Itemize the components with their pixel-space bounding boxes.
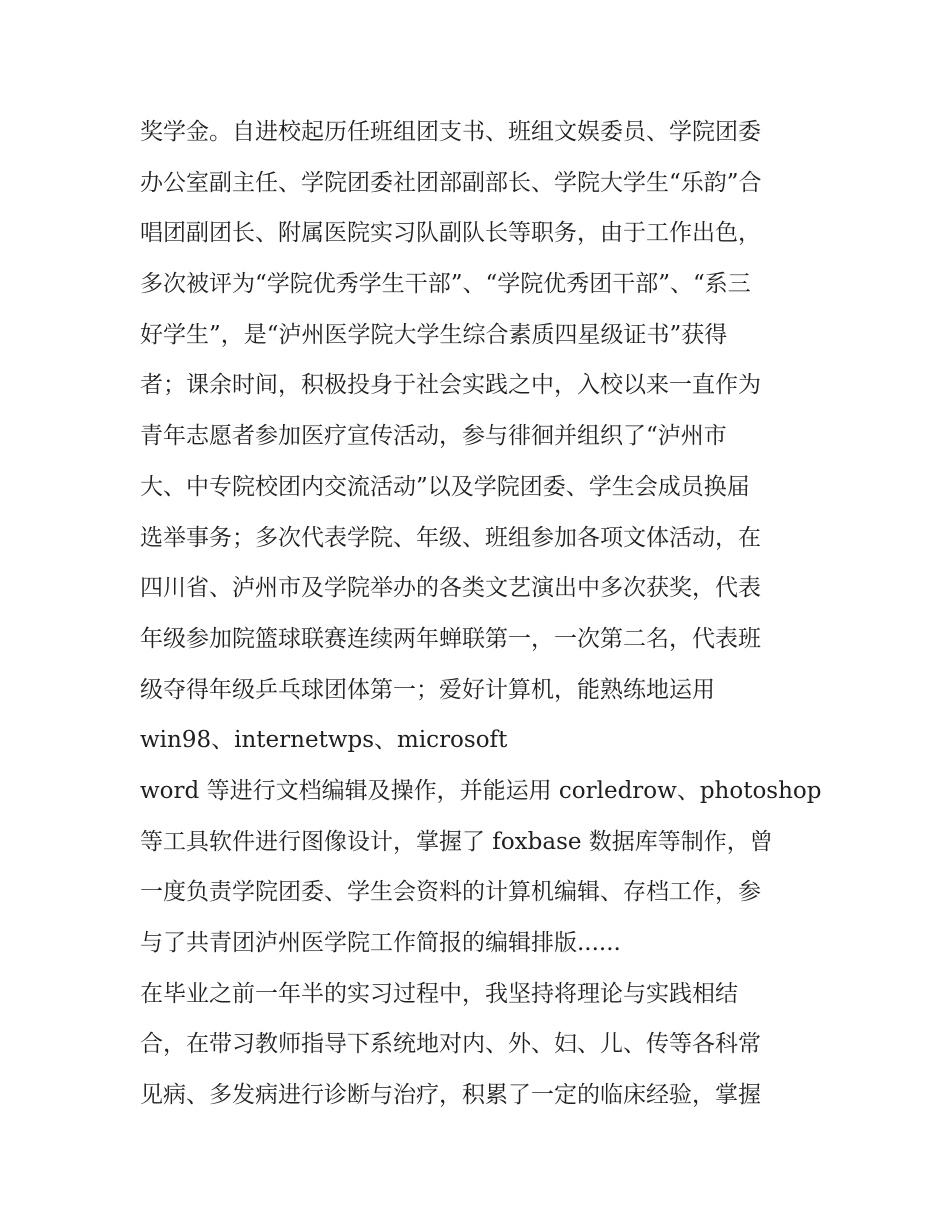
text-line-2: 办公室副主任、学院团委社团部副部长、学院大学生“乐韵”合 [140,169,762,196]
text-line-11: 年级参加院篮球联赛连续两年蝉联第一，一次第二名，代表班 [140,625,761,652]
text-line-6: 者；课余时间，积极投身于社会实践之中，入校以来一直作为 [140,372,761,399]
text-line-19: 合，在带习教师指导下系统地对内、外、妇、儿、传等各科常 [140,1031,761,1058]
text-line-14: word 等进行文档编辑及操作，并能运用 corledrow、photoshop [140,777,822,804]
text-line-20: 见病、多发病进行诊断与治疗，积累了一定的临床经验，掌握 [140,1082,761,1109]
document-body [140,107,830,1121]
text-line-12: 级夺得年级乒乓球团体第一；爱好计算机，能熟练地运用 [140,676,715,703]
text-line-1: 奖学金。自进校起历任班组团支书、班组文娱委员、学院团委 [140,119,761,145]
text-line-3: 唱团副团长、附属医院实习队副队长等职务，由于工作出色， [140,220,761,247]
text-line-7: 青年志愿者参加医疗宣传活动，参与徘徊并组织了“泸州市 [140,423,727,450]
text-line-8: 大、中专院校团内交流活动”以及学院团委、学生会成员换届 [140,473,750,500]
text-line-4: 多次被评为“学院优秀学生干部”、“学院优秀团干部”、“系三 [140,271,751,298]
text-line-16: 一度负责学院团委、学生会资料的计算机编辑、存档工作，参 [140,879,761,906]
text-line-15: 等工具软件进行图像设计，掌握了 foxbase 数据库等制作，曾 [140,828,773,855]
text-line-18: 在毕业之前一年半的实习过程中，我坚持将理论与实践相结 [140,980,738,1007]
text-line-5: 好学生”，是“泸州医学院大学生综合素质四星级证书”获得 [140,321,728,348]
text-line-13: win98、internetwps、microsoft [140,727,508,754]
text-line-10: 四川省、泸州市及学院举办的各类文艺演出中多次获奖，代表 [140,575,761,602]
text-line-9: 选举事务；多次代表学院、年级、班组参加各项文体活动，在 [140,524,761,551]
text-line-17: 与了共青团泸州医学院工作简报的编辑排版...... [140,930,621,956]
